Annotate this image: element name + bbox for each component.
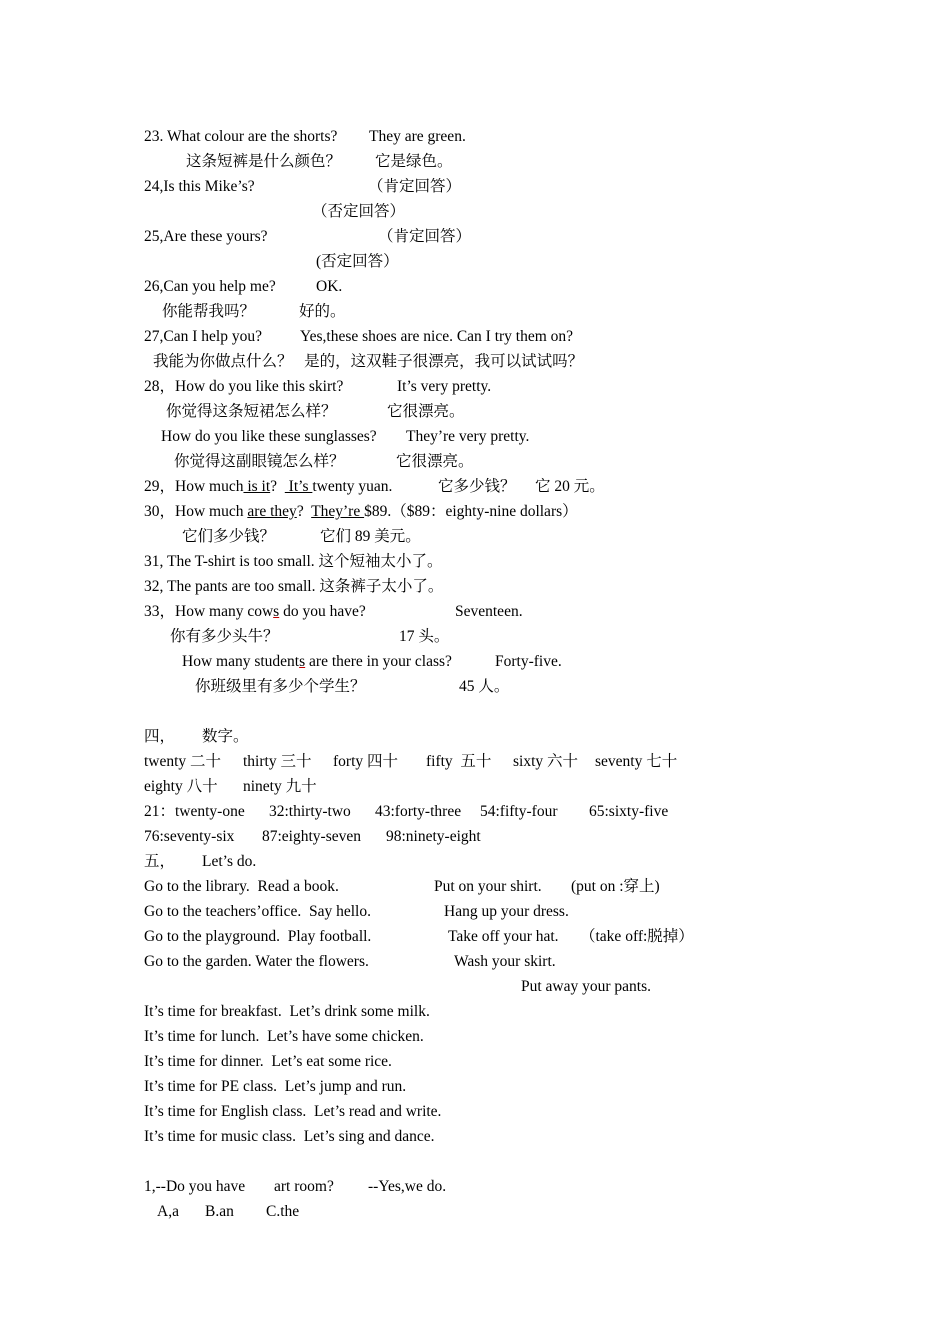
question-zh: 这条短裤是什么颜色？ [186,153,342,170]
question-mark: ? [296,503,312,520]
command-left: Go to the garden. Water the flowers. [144,953,369,970]
answer-en: Forty-five. [495,653,562,670]
answer-en: It’s very pretty. [397,378,492,395]
question-start: 30，How much [144,503,248,520]
section-title: 数字。 [202,728,249,745]
sentence-29 [144,474,392,499]
time-sentence: It’s time for breakfast. Let’s drink some milk. [144,1003,430,1020]
answer-zh: 它 20 元。 [535,478,605,495]
question-zh: 你觉得这条短裙怎么样？ [166,403,337,420]
answer-zh: 17 头。 [399,628,450,645]
question-en: 26,Can you help me? [144,278,276,295]
answer-en: --Yes,we do. [368,1178,447,1195]
number-item: 87:eighty-seven [262,828,362,845]
question-zh: 你有多少头牛？ [170,628,279,645]
section-number: 五， [144,853,176,870]
answer-rest: twenty yuan. [312,478,393,495]
question-zh: 它多少钱？ [438,478,516,495]
vocabulary-note: （take off:脱掉） [580,928,694,945]
question-start: 1,--Do you have [144,1178,246,1195]
section-number: 四， [144,728,176,745]
number-item: eighty 八十 [144,778,218,795]
question-rest: do you have? [279,603,366,620]
plural-suffix: s [299,653,306,670]
sentence-32: 32, The pants are too small. 这条裤子太小了。 [144,578,444,595]
answer-en: They’re very pretty. [406,428,530,445]
number-item: 98:ninety-eight [386,828,481,845]
time-sentence: It’s time for English class. Let’s read and write. [144,1103,442,1120]
question-zh: 你能帮我吗？ [162,303,256,320]
option-b: B.an [205,1203,234,1220]
option-a: A,a [157,1203,179,1220]
negative-answer-hint: （否定回答） [312,203,406,220]
question-start: How many student [182,653,300,670]
number-item: sixty 六十 [513,753,579,770]
number-item: twenty 二十 [144,753,222,770]
plural-suffix: s [273,603,280,620]
question-en: How do you like these sunglasses? [161,428,377,445]
positive-answer-hint: （肯定回答） [378,228,472,245]
command-left: Go to the library. Read a book. [144,878,339,895]
question-rest: art room? [274,1178,334,1195]
question-en: 28，How do you like this skirt? [144,378,344,395]
question-zh: 它们多少钱？ [182,528,276,545]
number-item: fifty 五十 [426,753,492,770]
time-sentence: It’s time for lunch. Let’s have some chicken. [144,1028,424,1045]
command-right: Put away your pants. [521,978,652,995]
answer-en: OK. [316,278,343,295]
sentence-33b [182,649,452,674]
answer-en: They are green. [369,128,466,145]
command-right: Wash your skirt. [454,953,556,970]
answer-zh: 它很漂亮。 [396,453,474,470]
answer-zh: 它们 89 美元。 [320,528,421,545]
positive-answer-hint: （肯定回答） [368,178,462,195]
underlined-phrase: It’s [284,478,313,495]
underlined-phrase: They’re [311,503,365,520]
question-start: 33，How many cow [144,603,274,620]
vocabulary-note: (put on :穿上) [571,878,660,895]
number-item: 54:fifty-four [480,803,558,820]
time-sentence: It’s time for music class. Let’s sing and dance. [144,1128,435,1145]
question-en: 25,Are these yours? [144,228,268,245]
answer-zh: 45 人。 [459,678,510,695]
time-sentence: It’s time for dinner. Let’s eat some rice. [144,1053,392,1070]
command-right: Take off your hat. [448,928,559,945]
command-right: Put on your shirt. [434,878,542,895]
question-en: 24,Is this Mike’s? [144,178,255,195]
answer-rest: $89.（$89：eighty-nine dollars） [364,503,578,520]
number-item: 32:thirty-two [269,803,351,820]
number-item: ninety 九十 [243,778,317,795]
question-mark: ? [270,478,285,495]
number-item: 76:seventy-six [144,828,235,845]
command-right: Hang up your dress. [444,903,569,920]
answer-zh: 它是绿色。 [375,153,453,170]
section-title: Let’s do. [202,853,257,870]
command-left: Go to the playground. Play football. [144,928,372,945]
question-en: 27,Can I help you? [144,328,262,345]
command-left: Go to the teachers’office. Say hello. [144,903,371,920]
answer-en: Yes,these shoes are nice. Can I try them on? [300,328,574,345]
question-en: 23. What colour are the shorts? [144,128,338,145]
question-start: 29，How much [144,478,244,495]
sentence-30 [144,499,578,524]
underlined-phrase: is it [243,478,271,495]
option-c: C.the [266,1203,300,1220]
question-zh: 你班级里有多少个学生？ [195,678,366,695]
number-item: seventy 七十 [595,753,678,770]
negative-answer-hint: (否定回答） [316,253,399,270]
underlined-phrase: are they [247,503,297,520]
number-item: forty 四十 [333,753,399,770]
question-zh: 你觉得这副眼镜怎么样？ [174,453,345,470]
answer-zh: 它很漂亮。 [387,403,465,420]
exercise-1-options [0,1199,300,1324]
number-item: 21：twenty-one [144,803,245,820]
sentence-33 [144,599,366,624]
sentence-31: 31, The T-shirt is too small. 这个短袖太小了。 [144,553,443,570]
translation-zh: 我能为你做点什么？ 是的，这双鞋子很漂亮，我可以试试吗？ [153,353,584,370]
answer-zh: 好的。 [299,303,346,320]
number-item: 43:forty-three [375,803,462,820]
answer-en: Seventeen. [455,603,523,620]
number-item: 65:sixty-five [589,803,669,820]
question-rest: are there in your class? [305,653,452,670]
number-item: thirty 三十 [243,753,312,770]
time-sentence: It’s time for PE class. Let’s jump and run. [144,1078,407,1095]
